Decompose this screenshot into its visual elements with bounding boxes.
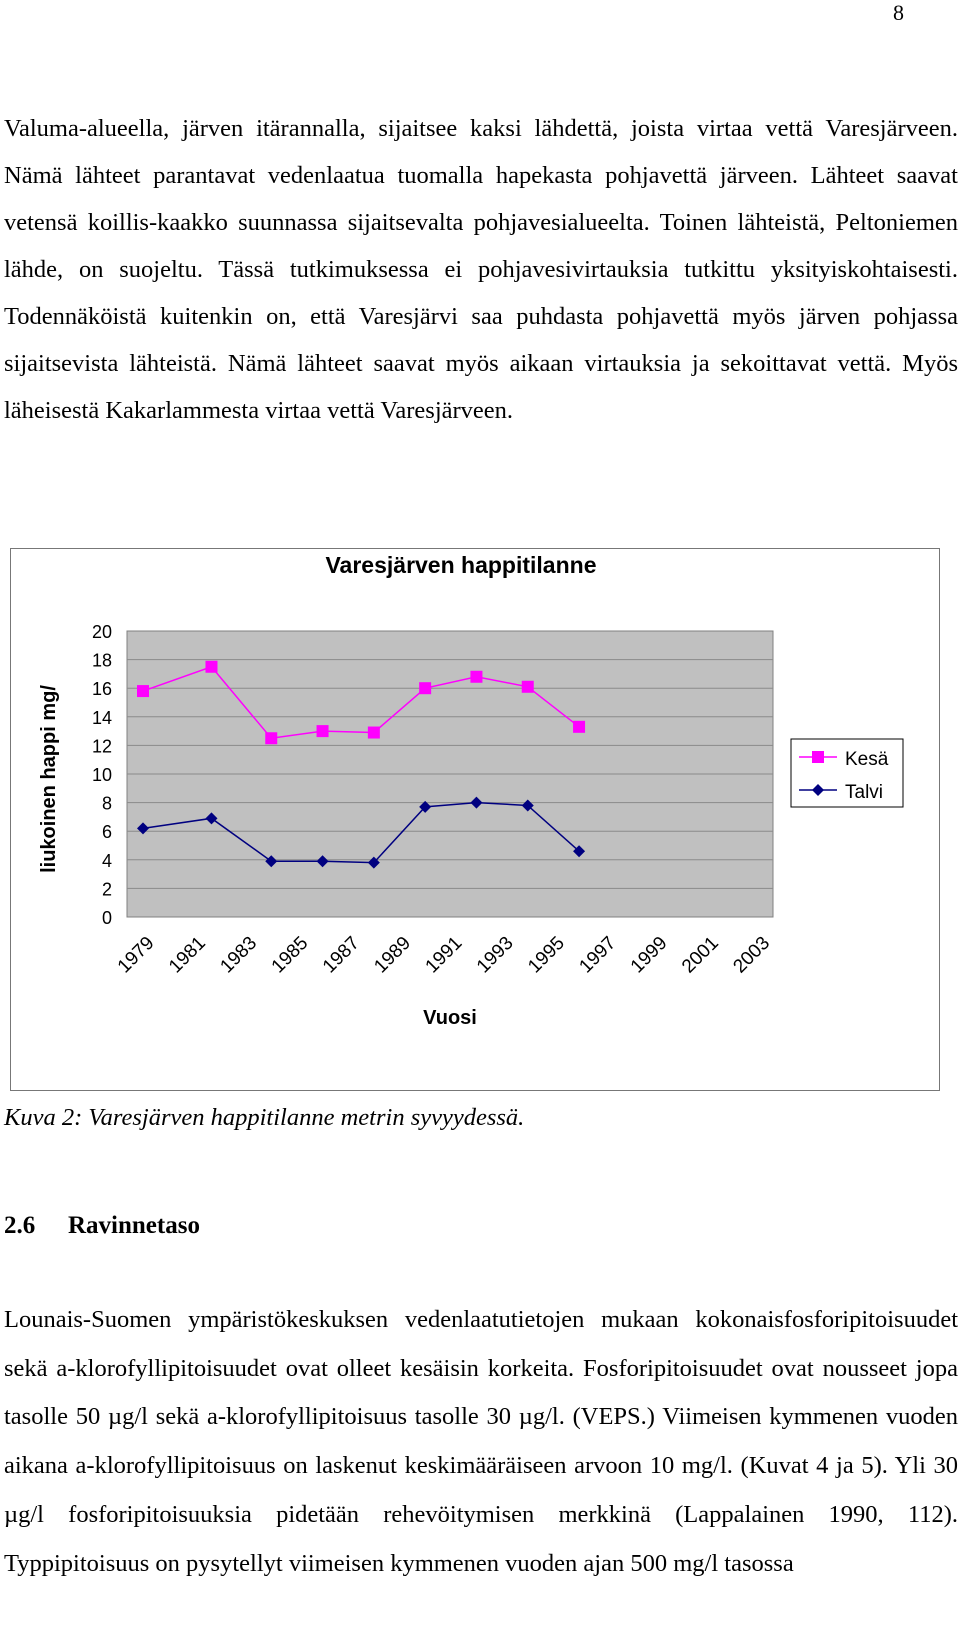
x-tick-label: 1981: [165, 932, 210, 978]
data-point-kesä: [470, 671, 482, 683]
y-tick-labels: [92, 622, 112, 928]
section-number: 2.6: [4, 1212, 36, 1239]
data-point-kesä: [265, 732, 277, 744]
y-axis-label: liukoinen happi mg/: [38, 685, 60, 873]
y-tick-label: 8: [101, 793, 112, 814]
y-tick-label: 4: [101, 850, 112, 871]
y-tick-label: 12: [91, 736, 112, 757]
y-tick-label: 20: [91, 622, 112, 642]
data-point-kesä: [137, 685, 149, 697]
y-tick-label: 18: [91, 650, 112, 671]
page-number: 8: [893, 0, 904, 25]
data-point-kesä: [522, 681, 534, 693]
y-tick-label: 6: [101, 822, 112, 843]
y-tick-label: 2: [101, 879, 112, 900]
section-title: Ravinnetaso: [68, 1212, 200, 1239]
y-tick-label: 16: [91, 679, 112, 700]
section-heading: [4, 1212, 200, 1240]
paragraph-nutrients: Lounais-Suomen ympäristökeskuksen vedenlaatutietojen mukaan kokonaisfosforipitoisuudet sekä a-klorofyllipitoisuudet ovat olleet kesäisin korkeita. Fosforipitoisuudet ovat nousseet jopa tasolle 50 µg/l sekä a-klorofyllipitoisuus tasolle 30 µg/l. (VEPS.) Viimeisen kymmenen vuoden aikana a-klorofyllipitoisuus on laskenut keskimääräiseen arvoon 10 mg/l. (Kuvat 4 ja 5). Yli 30 µg/l fosforipitoisuuksia pidetään rehevöitymisen merkkinä (Lappalainen 1990, 112). Typpipitoisuus on pysytellyt viimeisen kymmenen vuoden ajan 500 mg/l tasossa: [4, 1306, 958, 1577]
y-tick-label: 10: [91, 765, 112, 785]
x-tick-label: 1999: [626, 932, 672, 978]
legend-kesa-label: Kesä: [845, 749, 889, 770]
oxygen-chart-svg: [11, 549, 939, 1090]
y-tick-label: 0: [101, 908, 112, 928]
data-point-kesä: [419, 682, 431, 694]
x-tick-label: 1983: [216, 932, 262, 978]
legend: [791, 739, 903, 807]
oxygen-chart: [10, 548, 940, 1091]
x-tick-label: 1987: [318, 932, 364, 978]
data-point-kesä: [205, 661, 217, 673]
paragraph-springs: Valuma-alueella, järven itärannalla, sijaitsee kaksi lähdettä, joista virtaa vettä Varesjärveen. Nämä lähteet parantavat vedenlaatua tuomalla hapekasta pohjavettä järveen. Lähteet saavat vetensä koillis-kaakko suunnassa sijaitsevalta pohjavesialueelta. Toinen lähteistä, Peltoniemen lähde, on suojeltu. Tässä tutkimuksessa ei pohjavesivirtauksia tutkittu yksityiskohtaisesti. Todennäköistä kuitenkin on, että Varesjärvi saa puhdasta pohjavettä myös järven pohjassa sijaitsevista lähteistä. Nämä lähteet saavat myös aikaan virtauksia ja sekoittavat vettä. Myös läheisestä Kakarlammesta virtaa vettä Varesjärveen.: [4, 115, 958, 424]
data-point-kesä: [573, 721, 585, 733]
x-tick-label: 1993: [472, 932, 518, 978]
x-tick-labels: [114, 933, 774, 978]
legend-kesa-marker: [812, 751, 824, 763]
x-tick-label: 2001: [678, 932, 723, 978]
x-axis-label: Vuosi: [423, 1007, 477, 1029]
x-tick-label: 1995: [524, 932, 569, 978]
y-tick-label: 14: [91, 707, 112, 728]
x-tick-label: 1985: [267, 932, 313, 978]
legend-talvi-label: Talvi: [845, 782, 884, 803]
x-tick-label: 1991: [421, 932, 467, 978]
chart-title: Varesjärven happitilanne: [325, 552, 597, 578]
x-tick-label: 1997: [575, 932, 621, 978]
x-tick-label: 1989: [370, 932, 416, 978]
x-tick-label: 2003: [729, 932, 775, 978]
data-point-kesä: [368, 727, 380, 739]
data-point-kesä: [317, 725, 329, 737]
x-tick-label: 1979: [113, 932, 159, 978]
figure-caption: Kuva 2: Varesjärven happitilanne metrin syvyydessä.: [4, 1104, 525, 1131]
